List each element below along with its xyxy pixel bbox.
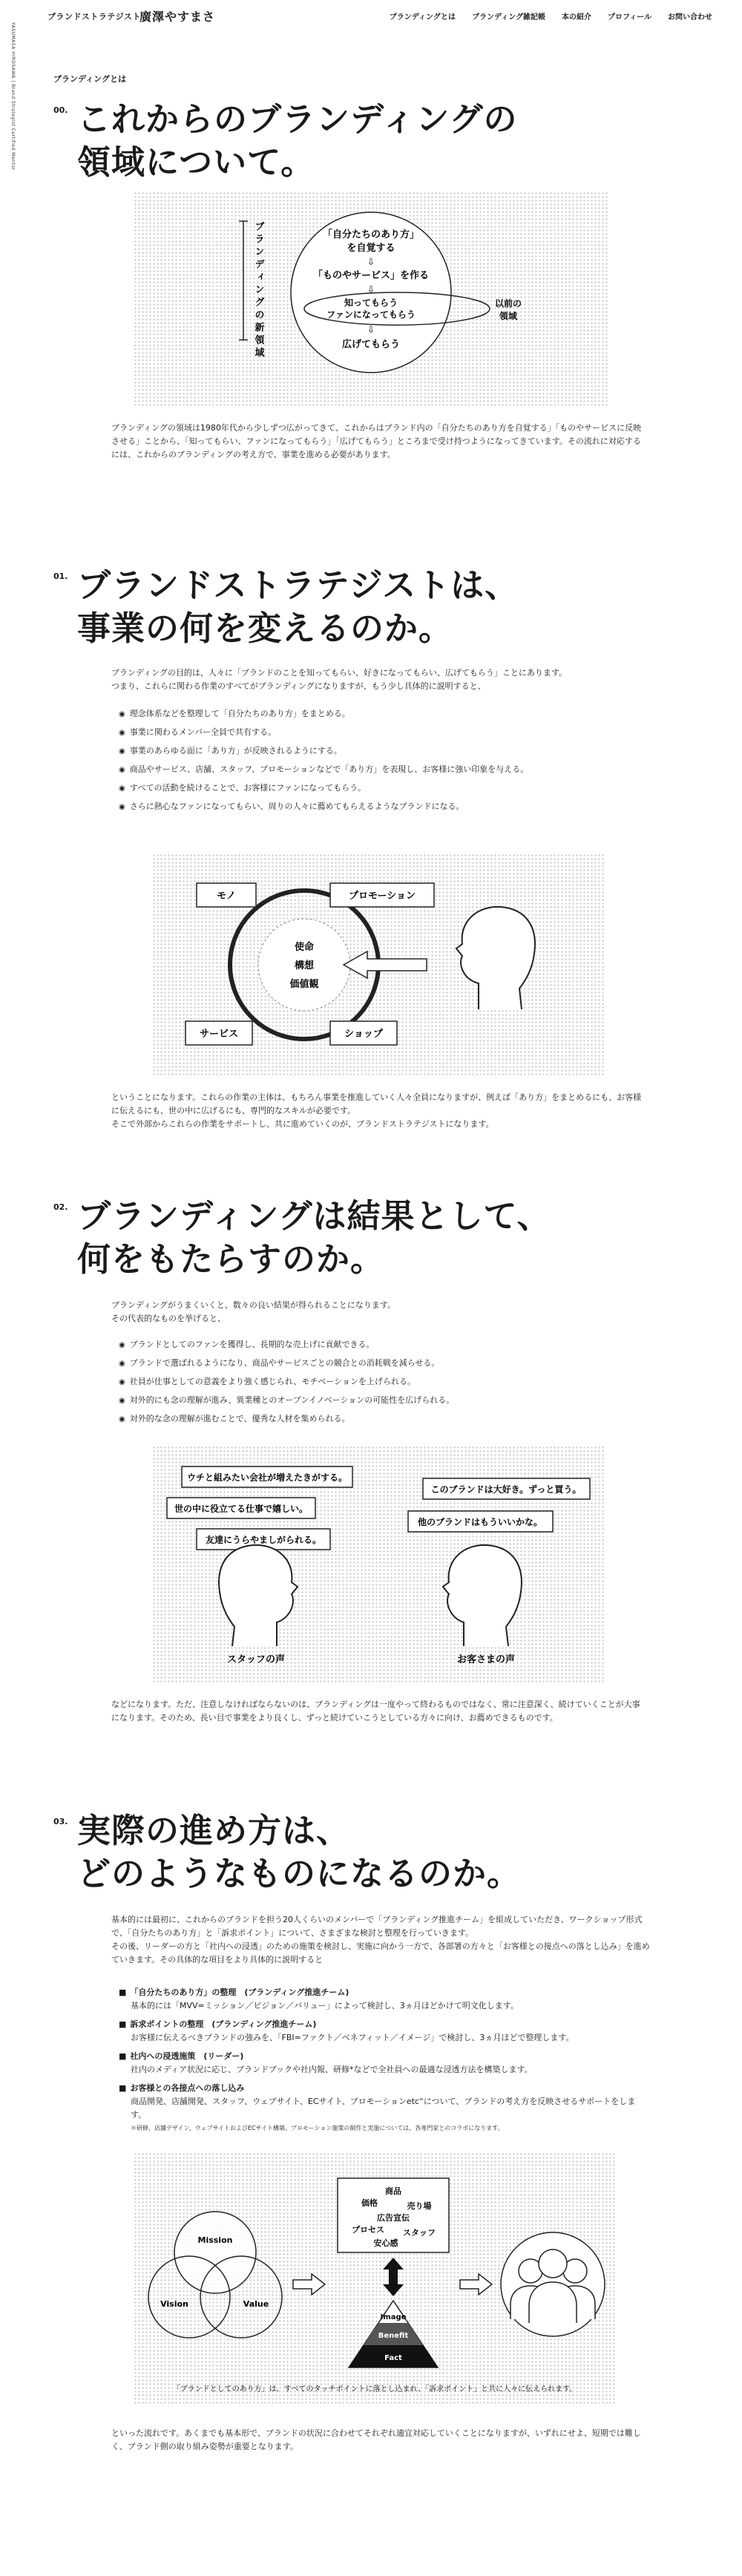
item-desc: 社内のメディア状況に応じ、ブランドブックや社内報、研修*などで全社員への最適な浸透方法を構築します。: [131, 2065, 533, 2074]
down-arrow-icon: ⇩: [367, 324, 375, 335]
diagram-touchpoints: [134, 2152, 616, 2405]
para-line: ていきます。その具体的な項目をより具体的に説明すると: [111, 1955, 324, 1964]
list-item: ◉ すべての活動を続けることで、お客様にファンになってもらう。: [119, 779, 683, 798]
title-line: どのようなものになるのか。: [77, 1854, 522, 1893]
section-number: 01.: [53, 571, 68, 581]
title-line: ブランドストラテジストは、: [77, 566, 519, 605]
bullet-list: [119, 1336, 683, 1429]
list-item: ◉ 対外的な念の理解が進むことで、優秀な人材を集められる。: [119, 1410, 683, 1429]
item-heading: ■ 訴求ポイントの整理 (ブランディング推進チーム): [119, 2018, 697, 2031]
list-item: [119, 1986, 697, 2013]
left-arrow-icon: [344, 951, 427, 978]
list-item: ◉ 事業のあらゆる面に「あり方」が反映されるようにする。: [119, 742, 683, 761]
step-text: ファンになってもらう: [326, 309, 416, 320]
diagram-touchpoints-svg: [134, 2152, 616, 2405]
para-line: ブランディングの目的は、人々に「ブランドのことを知ってもらい、好きになってもらい、広げてもらう」ことにあります。: [111, 668, 568, 678]
para-line: ブランディングがうまくいくと、数々の良い結果が得られることになります。: [111, 1300, 396, 1310]
item-heading: ■ お客様との各接点への落し込み: [119, 2082, 697, 2095]
touchpoint-label: 安心感: [373, 2238, 398, 2248]
para-line: その後、リーダーの方と「社内への浸透」のための施策を検討し、実施に向かう一方で、各部署の方々と「お客様との接点への落とし込み」を進め: [111, 1941, 650, 1951]
main-nav: [390, 10, 712, 22]
section-title: [77, 98, 671, 184]
up-down-arrow-icon: [383, 2258, 404, 2296]
down-arrow-icon: ⇩: [367, 257, 375, 267]
step-text: 広げてもらう: [341, 339, 401, 350]
bubble-text: このブランドは大好き。ずっと買う。: [430, 1484, 582, 1495]
list-item: ◉ 理念体系などを整理して「自分たちのあり方」をまとめる。: [119, 705, 683, 724]
bullet-list: [119, 705, 683, 816]
para-line: ということになります。これらの作業の主体は、もちろん事業を推進していく人々全員になりますが、例えば「あり方」をまとめるにも、お客様: [111, 1092, 642, 1102]
step-text: 「自分たちのあり方」: [322, 229, 420, 240]
staff-label: スタッフの声: [226, 1654, 286, 1665]
para-line: そこで外部からこれらの作業をサポートし、共に進めていくのが、ブランドストラテジストになります。: [111, 1119, 494, 1129]
section-intro: [111, 1913, 697, 1967]
para-line: 基本的には最初に、これからのブランドを担う20人くらいのメンバーで「ブランディング推進チーム」を組成していただき、ワークショップ形式: [111, 1915, 643, 1924]
para-line: く、ブランド側の取り組み姿勢が重要となります。: [111, 2442, 298, 2451]
section-title: [77, 1195, 671, 1281]
item-desc: お客様に伝えるべきブランドの強みを、「FBI=ファクト／ベネフィット／イメージ」で検討し、3ヵ月ほどで整理します。: [131, 2033, 574, 2042]
pyramid-label: Fact: [384, 2354, 402, 2362]
core-text: 価値観: [289, 979, 319, 990]
title-line: 領域について。: [77, 142, 315, 182]
box-label: サービス: [199, 1029, 239, 1040]
item-desc: 商品開発、店舗開発、スタッフ、ウェブサイト、ECサイト、プロモーションetc“について、ブランドの考え方を反映させるサポートをしま: [131, 2097, 636, 2106]
para-line: で、「自分たちのあり方」と「訴求ポイント」について、さまざまな検討と整理を行っていきます。: [111, 1928, 473, 1938]
list-item: ◉ ブランドとしてのファンを獲得し、長期的な売上げに貢献できる。: [119, 1336, 683, 1354]
person-head-icon: [456, 907, 535, 1009]
para-line: などになります。ただ、注意しなければならないのは、ブランディングは一度やって終わるものではなく、常に注意深く、続けていくことが大事: [111, 1700, 640, 1709]
title-line: 事業の何を変えるのか。: [77, 609, 453, 648]
nav-link-branding[interactable]: ブランディングとは: [389, 13, 456, 22]
footnote: ＊研修、店舗デザイン、ウェブサイトおよびECサイト構築、プロモーション施策の制作と実施については、各専門家とのコラボになります。: [131, 2125, 504, 2131]
para-line: には、これからのブランディングの考え方で、事業を進める必要があります。: [111, 450, 395, 459]
section-paragraph: [111, 422, 690, 462]
step-text: を自覚する: [347, 243, 395, 254]
section-number: 00.: [53, 105, 68, 115]
right-arrow-icon: [293, 2274, 325, 2295]
title-line: これからのブランディングの: [77, 99, 518, 139]
para-line: といった流れです。あくまでも基本形で、ブランドの状況に合わせてそれぞれ適宜対応していくことになりますが、いずれにせよ、短期では難し: [111, 2428, 641, 2438]
para-line: つまり、これらに関わる作業のすべてがブランディングになりますが、もう少し具体的に説明すると、: [111, 681, 486, 691]
box-label: ショップ: [344, 1029, 383, 1040]
nav-link-contact[interactable]: お問い合わせ: [668, 13, 712, 22]
diagram-caption: 「ブランドとしてのあり方」は、すべてのタッチポイントに落とし込まれ、「訴求ポイント」と共に人々に伝えられます。: [172, 2385, 577, 2393]
section-outro: [111, 1091, 690, 1131]
pyramid-label: Image: [380, 2313, 407, 2321]
previous-area-label: 領域: [499, 311, 518, 321]
title-line: 実際の進め方は、: [77, 1811, 351, 1850]
section-title: [77, 564, 671, 650]
touchpoint-label: プロセス: [352, 2225, 384, 2235]
section-intro: [111, 666, 690, 693]
brand-subtitle[interactable]: ブランドストラテジスト: [47, 12, 141, 22]
bubble-text: 友達にうらやましがられる。: [205, 1535, 322, 1545]
bubble-text: ウチと組みたい会社が増えたきがする。: [186, 1472, 348, 1483]
side-vertical-text: YASUMASA HIROSAWA | Brand Strategist Certified Mentor: [10, 22, 16, 171]
nav-link-notes[interactable]: ブランディング雑記帳: [472, 13, 545, 22]
list-item: ◉ 事業に関わるメンバー全員で共有する。: [119, 724, 683, 742]
pyramid-label: Benefit: [378, 2332, 409, 2340]
para-line: に伝えるにも、世の中に広げるにも、専門的なスキルが必要です。: [111, 1106, 356, 1115]
down-arrow-icon: ⇩: [367, 284, 375, 295]
list-item: ◉ 商品やサービス、店舗、スタッフ、プロモーションなどで「あり方」を表現し、お客様に強い印象を与える。: [119, 761, 683, 779]
touchpoint-label: 広告宣伝: [377, 2213, 410, 2223]
bubble-text: 世の中に役立てる仕事で嬉しい。: [174, 1504, 309, 1514]
previous-area-label: 以前の: [494, 298, 522, 309]
venn-circle-mission: [174, 2212, 256, 2293]
diagram-brand-core-svg: [152, 853, 605, 1076]
para-line: させる」ことから、「知ってもらい、ファンになってもらう」「広げてもらう」ところまで受け持つようになってきています。その流れに対応する: [111, 436, 641, 446]
list-item: [119, 2018, 697, 2045]
list-item: ◉ さらに熱心なファンになってもらい、周りの人々に薦めてもらえるようなブランドになる。: [119, 798, 683, 816]
para-line: ブランディングの領域は1980年代から少しずつ広がってきて、これからはブランド内の「自分たちのあり方を自覚する」「ものやサービスに反映: [111, 423, 642, 433]
venn-label: Vision: [160, 2299, 188, 2309]
list-item: ◉ 社員が仕事としての意義をより強く感じられ、モチベーションを上げられる。: [119, 1373, 683, 1392]
title-line: ブランディングは結果として、: [77, 1196, 551, 1236]
item-desc: 基本的には「MVV=ミッション／ビジョン／バリュー」によって検討し、3ヵ月ほどかけて明文化します。: [131, 2001, 519, 2010]
vertical-label: ブランディングの新領域: [252, 221, 264, 360]
diagram-branding-area-svg: [134, 191, 608, 407]
section-intro: [111, 1299, 690, 1325]
list-item: ◉ 対外的にも念の理解が進み、異業種とのオープンイノベーションの可能性を広げられる。: [119, 1392, 683, 1410]
diagram-voices: [152, 1446, 605, 1683]
brand-name[interactable]: 廣澤やすまさ: [139, 10, 216, 24]
venn-label: Mission: [197, 2235, 233, 2245]
core-text: 使命: [294, 942, 315, 953]
item-desc: す。: [131, 2110, 147, 2120]
nav-link-books[interactable]: 本の紹介: [562, 13, 591, 22]
section-title: [77, 1809, 671, 1895]
touchpoint-label: スタッフ: [403, 2228, 436, 2238]
touchpoint-label: 商品: [385, 2186, 401, 2196]
core-text: 構想: [294, 960, 315, 971]
item-heading: ■ 社内への浸透施策 (リーダー): [119, 2050, 697, 2063]
diagram-brand-core: [152, 853, 605, 1076]
customer-label: お客さまの声: [456, 1654, 516, 1665]
staff-head-icon: [219, 1545, 298, 1646]
step-text: 知ってもらう: [344, 298, 398, 308]
title-line: 何をもたらすのか。: [77, 1239, 385, 1279]
item-heading: ■ 「自分たちのあり方」の整理 (ブランディング推進チーム): [119, 1986, 697, 1999]
site-header: [0, 0, 742, 30]
list-item: [119, 2050, 697, 2077]
diagram-voices-svg: [152, 1446, 605, 1683]
bubble-text: 他のブランドはもういいかな。: [417, 1517, 543, 1527]
venn-label: Value: [243, 2299, 269, 2309]
para-line: になります。そのため、長い目で事業をより良くし、ずっと続けていこうとしている方々に向け、お薦めできるものです。: [111, 1713, 558, 1723]
list-item: [119, 2082, 697, 2135]
box-label: プロモーション: [349, 891, 416, 902]
list-item: ◉ ブランドで選ばれるようになり、商品やサービスごとの競合との消耗戦を減らせる。: [119, 1354, 683, 1373]
section-number: 02.: [53, 1202, 68, 1212]
right-arrow-icon: [460, 2274, 492, 2295]
step-list: [119, 1986, 697, 2140]
section-outro: [111, 1698, 690, 1725]
section-number: 03.: [53, 1817, 68, 1826]
section-outro: [111, 2427, 690, 2454]
customer-head-icon: [443, 1545, 522, 1646]
step-text: 「ものやサービス」を作る: [312, 270, 430, 281]
touchpoint-label: 価格: [361, 2198, 378, 2208]
page-label: ブランディングとは: [53, 74, 127, 84]
diagram-branding-area: [134, 191, 608, 407]
box-label: モノ: [217, 891, 236, 902]
touchpoint-label: 売り場: [407, 2201, 432, 2211]
para-line: その代表的なものを挙げると、: [111, 1314, 226, 1323]
nav-link-profile[interactable]: プロフィール: [608, 13, 651, 22]
